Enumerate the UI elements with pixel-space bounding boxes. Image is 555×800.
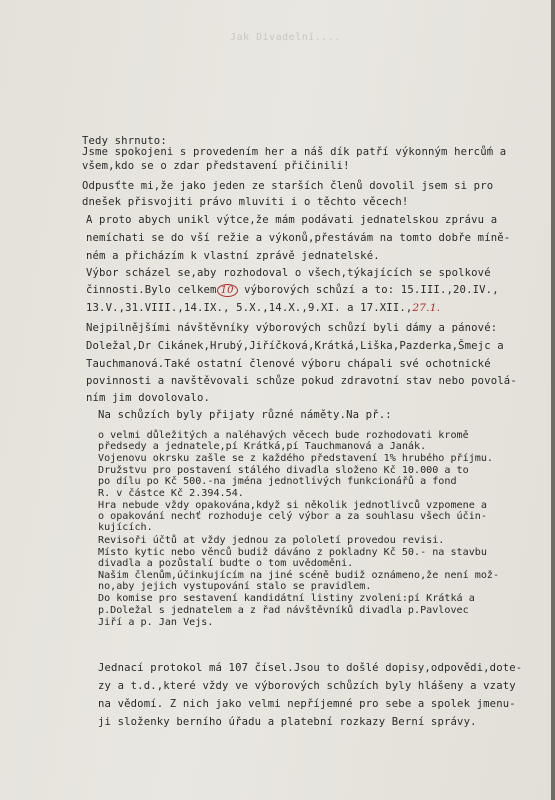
handwritten-date: 27.1. [412, 302, 441, 314]
text-line: ji složenky berního úřadu a platební rozkazy Berní správy. [98, 716, 477, 728]
text-line: Na schůzích byly přijaty různé náměty.Na př.: [98, 409, 392, 421]
handwritten-count: 10 [217, 284, 238, 297]
text-line: dnešek přisvojiti právo mluviti i o těchto věcech! [82, 196, 409, 208]
text-line [86, 302, 440, 314]
text-line: ním jim dovolovalo. [86, 392, 211, 404]
list-line: předsedy a jednatele,pí Krátká,pí Tauchmanová a Janák. [98, 441, 427, 452]
list-line: o velmi důležitých a naléhavých věcech bude rozhodovati kromě [98, 430, 469, 441]
text-line: Tedy shrnuto: [82, 135, 167, 147]
list-line: Hra nebude vždy opakována,když si několik jednotlivců vzpomene a [98, 500, 487, 511]
list-line: Jiří a p. Jan Vejs. [98, 617, 214, 628]
text-segment: činnosti.Bylo celkem [86, 284, 217, 296]
list-line: o opakování nechť rozhoduje celý výbor a za souhlasu všech účin- [98, 511, 487, 522]
list-line: Družstvu pro postavení stálého divadla složeno Kč 10.000 a to [98, 465, 469, 476]
list-line: Místo kytic nebo věnců budiž dáváno z pokladny Kč 50.- na stavbu [98, 547, 487, 558]
list-line: po dílu po Kč 500.-na jména jednotlivých funkcionářů a fond [98, 476, 457, 487]
text-line: Jednací protokol má 107 čísel.Jsou to došlé dopisy,odpovědi,dote- [98, 662, 523, 674]
list-line: no,aby jejich vystupování stalo se pravidlem. [98, 581, 372, 592]
text-line: Doležal,Dr Cikánek,Hrubý,Jiříčková,Krátká,Liška,Pazderka,Šmejc a [86, 340, 504, 352]
text-line: ném a přicházím k vlastní zprávě jednatelské. [86, 250, 380, 262]
list-line: Vojenovu okrsku zašle se z každého představení 1% hrubého příjmu. [98, 453, 494, 464]
text-line: Jsme spokojeni s provedením her a náš dík patří výkonným herců́m a [82, 146, 507, 158]
text-line: na vědomí. Z nich jako velmi nepříjemné pro sebe a spolek jmenu- [98, 698, 516, 710]
text-line [86, 284, 499, 297]
text-line: Výbor scházel se,aby rozhodoval o všech,týkajících se spolkové [86, 267, 491, 279]
text-line: povinnosti a navštěvovali schůze pokud zdravotní stav nebo povolá- [86, 375, 517, 387]
faded-heading: Jak Divadelní.... [230, 32, 341, 43]
text-line: zy a t.d.,které vždy ve výborových schůzích byly hlášeny a vzaty [98, 680, 516, 692]
text-segment: výborových schůzí a to: 15.III.,20.IV., [244, 284, 499, 296]
list-line: Revisoři účtů at vždy jednou za pololetí provedou revisi. [98, 535, 445, 546]
list-line: p.Doležal s jednatelem a z řad návštěvníků divadla p.Pavlovec [98, 605, 469, 616]
text-line: Odpusťte mi,že jako jeden ze starších členů dovolil jsem si pro [82, 180, 494, 192]
list-line: kujících. [98, 522, 153, 533]
page-edge-shadow [551, 0, 555, 800]
list-line: Našim členům,účinkujícím na jiné scéně budiž oznámeno,že není mož- [98, 570, 500, 581]
list-line: divadla a pozůstalí budte o tom uvědoměni. [98, 558, 354, 569]
list-line: Do komise pro sestavení kandidátní listiny zvoleni:pí Krátká a [98, 593, 475, 604]
text-line: Nejpilnějšími návštěvníky výborových schůzí byli dámy a pánové: [86, 322, 498, 334]
text-line: Tauchmanová.Také ostatní členové výboru chápali své ochotnické [86, 358, 491, 370]
text-line: všem,kdo se o zdar představení přičinili! [82, 160, 350, 172]
text-line: A proto abych unikl výtce,že mám podávati jednatelskou zprávu a [86, 214, 498, 226]
list-line: R. v částce Kč 2.394.54. [98, 488, 244, 499]
text-segment: 13.V.,31.VIII.,14.IX., 5.X.,14.X.,9.XI. a 17.XII., [86, 302, 413, 314]
text-line: nemíchati se do vší režie a výkonů,přestávám na tomto dobře míně- [86, 232, 511, 244]
